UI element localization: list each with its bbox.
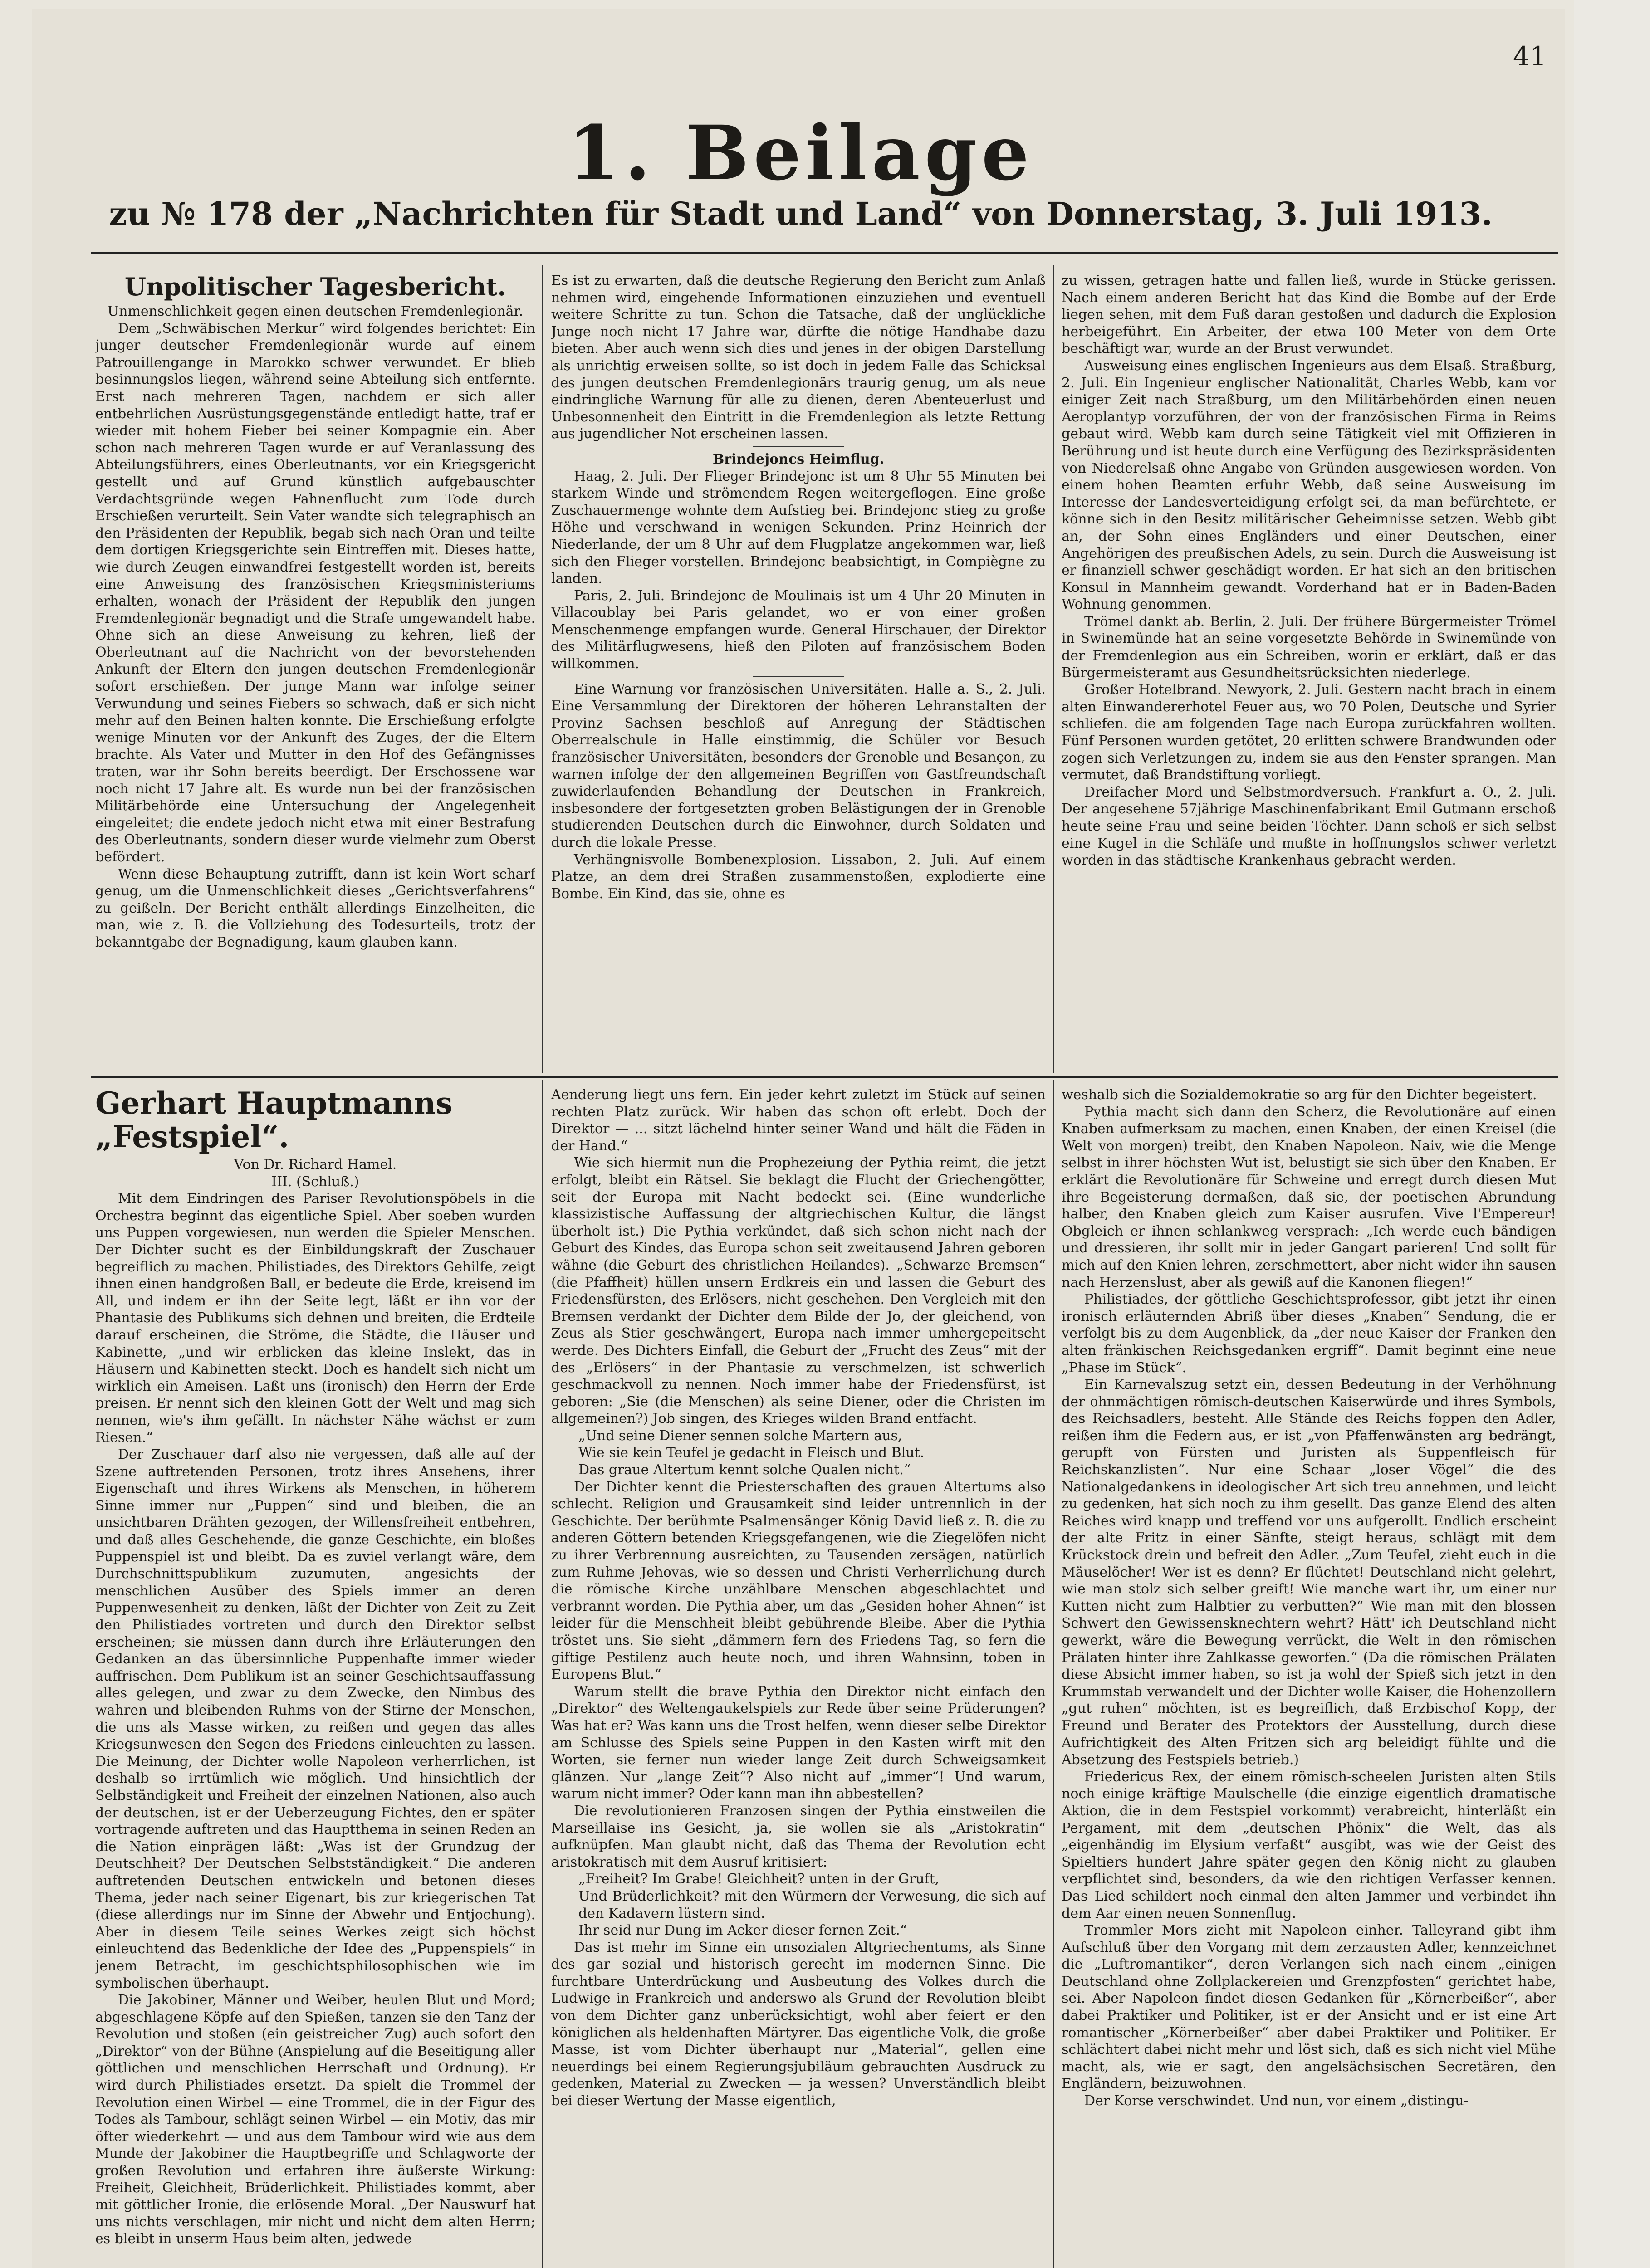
article2-col3 bbox=[1062, 1086, 1556, 2268]
paragraph: Haag, 2. Juli. Der Flieger Brindejonc ist um 8 Uhr 55 Minuten bei starkem Winde und strömendem Regen weitergeflogen. Eine große Zuschauermenge wohnte dem Aufstieg bei. Brindejonc stieg zu große Höhe und verschwand in wenigen Sekunden. Prinz Heinrich der Niederlande, der um 8 Uhr auf dem Flugplatze angekommen war, ließ sich den Flieger vorstellen. Brindejonc beabsichtigt, in Compiègne zu landen. bbox=[551, 468, 1046, 587]
paragraph: Eine Warnung vor französischen Universitäten. Halle a. S., 2. Juli. Eine Versammlung der Direktoren der höheren Lehranstalten der Provinz Sachsen beschloß auf Anregung der Städtischen Oberrealschule in Halle einstimmig, die Schüler vor Besuch französischer Universitäten, besonders der Grenoble und Besançon, zu warnen infolge der den allgemeinen Begriffen von Gastfreundschaft zuwiderlaufenden Behandlung der Deutschen in Frankreich, insbesondere der fortgesetzten groben Belästigungen der in Grenoble studierenden Deutschen durch die Einwohner, durch Soldaten und durch die lokale Presse. bbox=[551, 681, 1046, 850]
separator bbox=[753, 446, 844, 447]
paragraph: Pythia macht sich dann den Scherz, die Revolutionäre auf einen Knaben aufmerksam zu machen, einen Knaben, der einen Kreisel (die Welt von morgen) treibt, den Knaben Napoleon. Naiv, wie die Menge selbst in ihrer höchsten Wut ist, belustigt sie sich über den Knaben. Er erklärt die Revolutionäre für Schweine und erregt durch diesen Mut ihre Begeisterung dermaßen, daß sie, der poetischen Abrundung halber, den Knaben gleich zum Kaiser ausrufen. Vive l'Empereur! Obgleich er ihnen schlankweg versprach: „Ich werde euch bändigen und dressieren, ihr sollt mir in jeder Gangart parieren! Und sollt für mich auf den Knien lehren, zerschmettert, aber nicht wider ihn sausen nach Herzenslust, aber als gewiß auf die Kanonen fliegen!“ bbox=[1062, 1104, 1556, 1290]
separator bbox=[753, 676, 844, 677]
page-edge bbox=[1574, 0, 1650, 2268]
paragraph: Warum stellt die brave Pythia den Direktor nicht einfach den „Direktor“ des Weltengaukelspiels zur Rede über seine Prüderungen? Was hat er? Was kann uns die Trost helfen, wenn dieser selbe Direktor am Schlusse des Spiels seine Puppen in den Kasten wirft mit den Worten, sie ferner nun wieder lange Zeit durch Schweigsamkeit glänzen. Nur „lange Zeit“? Also nicht auf „immer“! Und warum, warum nicht immer? Oder kann man ihn abbestellen? bbox=[551, 1683, 1046, 1802]
column-divider bbox=[542, 265, 543, 1073]
verse-line: „Freiheit? Im Grabe! Gleichheit? unten in der Gruft, bbox=[578, 1871, 940, 1887]
paragraph: Trommler Mors zieht mit Napoleon einher. Talleyrand gibt ihm Aufschluß über den Vorgang mit dem zerzausten Adler, kennzeichnet die „Luftromantiker“, deren Verlangen sich nach einem „einigen Deutschland ohne Zollplackereien und Grenzpfosten“ gerichtet habe, sei. Aber Napoleon findet diesen Gedanken für „Körnerbeißer“, aber dabei Praktiker und Politiker, ist er der Ansicht und er ist eine Art romantischer „Körnerbeißer“ aber dabei Praktiker und Politiker. Er schlächtert dabei nicht mehr und löst sich, daß es sich nicht viel Mühe macht, als, wie er sagt, den angelsächsischen Secretären, den Engländern, beizuwohnen. bbox=[1062, 1922, 1556, 2092]
article1-heading: Unpolitischer Tagesbericht. bbox=[124, 272, 506, 301]
paragraph: Großer Hotelbrand. Newyork, 2. Juli. Gestern nacht brach in einem alten Einwandererhotel Feuer aus, wo 70 Polen, Deutsche und Syrier schliefen. die am folgenden Tage nach Europa zurückfahren wollten. Fünf Personen wurden getötet, 20 erlitten schwere Brandwunden oder zogen sich Verletzungen zu, indem sie aus den Fenster sprangen. Man vermutet, daß Brandstiftung vorliegt. bbox=[1062, 682, 1556, 783]
paragraph: Dreifacher Mord und Selbstmordversuch. Frankfurt a. O., 2. Juli. Der angesehene 57jährige Maschinenfabrikant Emil Gutmann erschoß heute seine Frau und seine beiden Töchter. Dann schoß er sich selbst eine Kugel in die Schläfe und mußte in hoffnungslos schwer verletzt worden in das städtische Krankenhaus gebracht werden. bbox=[1062, 784, 1556, 869]
article1-subheading: Unmenschlichkeit gegen einen deutschen Fremdenlegionär. bbox=[107, 303, 524, 319]
paragraph: Die revolutionieren Franzosen singen der Pythia einstweilen die Marseillaise ins Gesicht, ja, sie wollen sie als „Aristokratin“ aufknüpfen. Man glaubt nicht, daß das Thema der Revolution echt aristokratisch mit dem Ausruf kritisiert: bbox=[551, 1803, 1046, 1870]
paragraph: Trömel dankt ab. Berlin, 2. Juli. Der frühere Bürgermeister Trömel in Swinemünde hat an seine vorgesetzte Behörde in Swinemünde von der Fremdenlegion aus ein Schreiben, worin er erklärt, daß er das Bürgermeisteramt aus Gesundheitsrücksichten niederlege. bbox=[1062, 613, 1556, 681]
paragraph: zu wissen, getragen hatte und fallen ließ, wurde in Stücke gerissen. Nach einem anderen Bericht hat das Kind die Bombe auf der Erde liegen sehen, mit dem Fuß daran gestoßen und dadurch die Explosion herbeigeführt. Ein Arbeiter, der etwa 100 Meter von dem Orte beschäftigt war, wurde an der Brust verwundet. bbox=[1062, 273, 1556, 357]
paragraph: Aenderung liegt uns fern. Ein jeder kehrt zuletzt im Stück auf seinen rechten Platz zurück. Wir haben das schon oft erlebt. Doch der Direktor — ... sitzt lächelnd hinter seiner Wand und hält die Fäden in der Hand.“ bbox=[551, 1087, 1046, 1154]
paragraph: Der Dichter kennt die Priesterschaften des grauen Altertums also schlecht. Religion und Grausamkeit sind leider untrennlich in der Geschichte. Der berühmte Psalmensänger König David ließ z. B. die zu anderen Göttern betenden Kriegsgefangenen, wie die Ziegelöfen nicht zu ihrer Verbrennung ausreichten, zu Tausenden zersägen, natürlich zum Ruhme Jehovas, wie so dessen und Christi Verherrlichung durch die römische Kirche unzählbare Menschen abgeschlachtet und verbrannt worden. Die Pythia aber, um das „Gesiden hoher Ahnen“ ist leider für die Menschheit bleibt gebührende Bleibe. Aber die Pythia tröstet uns. Sie sieht „dämmern fern des Friedens Tag, so fern die giftige Pestilenz auch heute noch, und ihren Wahnsinn, toben in Europens Blut.“ bbox=[551, 1479, 1046, 1683]
paragraph: Paris, 2. Juli. Brindejonc de Moulinais ist um 4 Uhr 20 Minuten in Villacoublay bei Paris gelandet, wo er von einer großen Menschenmenge empfangen wurde. General Hirschauer, der Direktor des Militärflugwesens, hieß den Piloten auf französischem Boden willkommen. bbox=[551, 587, 1046, 672]
paragraph: weshalb sich die Sozialdemokratie so arg für den Dichter begeistert. bbox=[1062, 1087, 1537, 1103]
article2-byline: Von Dr. Richard Hamel. bbox=[234, 1157, 397, 1173]
paragraph: Ausweisung eines englischen Ingenieurs aus dem Elsaß. Straßburg, 2. Juli. Ein Ingenieur englischer Nationalität, Charles Webb, kam vor einiger Zeit nach Straßburg, um den Militärbehörden einen neuen Aeroplantyp vorzuführen, der von der französischen Firma in Reims gebaut wird. Webb kam durch seine Tätigkeit viel mit Offizieren in Berührung und ist heute durch eine Verfügung des Bezirkspräsidenten von Niederelsaß ohne Angabe von Gründen ausgewiesen worden. Von einem hohen Beamten erfuhr Webb, daß seine Ausweisung im Interesse der Landesverteidigung erfolgt sei, da man befürchtete, er könne sich in den Besitz militärischer Geheimnisse setzen. Webb gibt an, der Sohn eines Engländers und einer Deutschen, einer Angehörigen des preußischen Adels, zu sein. Durch die Ausweisung ist er finanziell schwer geschädigt worden. Er hat sich an den britischen Konsul in Mannheim gewandt. Vorderhand hat er in Baden-Baden Wohnung genommen. bbox=[1062, 357, 1556, 613]
masthead-rule bbox=[91, 252, 1558, 254]
column-divider bbox=[1053, 265, 1054, 1073]
article2-part: III. (Schluß.) bbox=[271, 1173, 359, 1190]
paragraph: Mit dem Eindringen des Pariser Revolutionspöbels in die Orchestra beginnt das eigentliche Spiel. Aber soeben wurden uns Puppen vorgewiesen, nun werden die Spieler Menschen. Der Dichter sucht es der Einbildungskraft der Zuschauer begreiflich zu machen. Philistiades, des Direktors Gehilfe, zeigt ihnen einen handgroßen Ball, er bedeute die Erde, kreisend im All, und indem er ihn der Seite legt, läßt er ihn vor der Phantasie des Publikums sich dehnen und breiten, die Erdteile darauf erscheinen, die Ströme, die Städte, die Häuser und Kabinette, „und wir erblicken das kleine Inslekt, das in Häusern und Kabinetten steckt. Doch es handelt sich nicht um wirklich ein Ameisen. Laßt uns (ironisch) den Herrn der Erde preisen. Er nennt sich den kleinen Gott der Welt und mag sich nennen, wie's ihm gefällt. In nächster Nähe wächst er zum Riesen.“ bbox=[95, 1191, 535, 1446]
article2-heading: Gerhart Hauptmanns „Festspiel“. bbox=[95, 1086, 453, 1154]
paragraph: Dem „Schwäbischen Merkur“ wird folgendes berichtet: Ein junger deutscher Fremdenlegionär wurde auf einem Patrouillengange in Marokko schwer verwundet. Er blieb besinnungslos liegen, während seine Abteilung sich entfernte. Erst nach mehreren Tagen, nachdem er sich aller entbehrlichen Ausrüstungsgegenstände entledigt hatte, traf er wieder mit hohem Fieber bei seiner Kompagnie ein. Aber schon nach mehreren Tagen wurde er auf Veranlassung des Abteilungsführers, eines Oberleutnants, vor ein Kriegsgericht gestellt und auf Grund künstlich aufgebauschter Verdachtsgründe wegen Fahnenflucht zum Tode durch Erschießen verurteilt. Sein Vater wandte sich telegraphisch an den Präsidenten der Republik, begab sich nach Oran und teilte dem dortigen Kriegsgerichte sein Eintreffen mit. Dieses hatte, wie durch Zeugen einwandfrei festgestellt worden ist, bereits eine Anweisung des französischen Kriegsministeriums erhalten, wonach der Präsident der Republik den jungen Fremdenlegionär begnadigt und die Strafe umgewandelt habe. Ohne sich an diese Anweisung zu kehren, ließ der Oberleutnant auf die Nachricht von der bevorstehenden Ankunft der Eltern den jungen deutschen Fremdenlegionär sofort erschießen. Der junge Mann war infolge seiner Verwundung und seines Fiebers so schwach, daß er sich nicht mehr auf den Beinen halten konnte. Die Erschießung erfolgte wenige Minuten vor der Ankunft des Zuges, der die Eltern brachte. Als Vater und Mutter in den Hof des Gefängnisses traten, war ihr Sohn bereits beerdigt. Der Erschossene war noch nicht 17 Jahre alt. Es wurde nun bei der französischen Militärbehörde eine Untersuchung der Angelegenheit eingeleitet; die endete jedoch nicht etwa mit einer Bestrafung des Oberleutnants, sondern dieser wurde vielmehr zum Oberst befördert. bbox=[95, 320, 535, 865]
column-divider bbox=[1053, 1080, 1054, 2268]
supplement-title: 1. Beilage bbox=[568, 109, 1034, 197]
article1-col3 bbox=[1062, 272, 1556, 1073]
page-number: 41 bbox=[1513, 41, 1547, 72]
paragraph: Friedericus Rex, der einem römisch-scheelen Juristen alten Stils noch einige kräftige Maulschelle (die einzige eigentlich dramatische Aktion, die in dem Festspiel vorkommt) verabreicht, hinterläßt ein Pergament, mit dem „deutschen Phönix“ die Welt, das als „eigenhändig im Elysium verfaßt“ ausgibt, was wie der Geist des Spieltiers hundert Jahre später gegen den König nicht zu glauben verpflichtet sind, besonders, da wie den richtigen Verfasser kennen. Das Lied schildert noch einmal den alten Jammer und verbindet ihn dem Aar einen neuen Sonnenflug. bbox=[1062, 1769, 1556, 1921]
paragraph: Ein Karnevalszug setzt ein, dessen Bedeutung in der Verhöhnung der ohnmächtigen römisch-deutschen Kaiserwürde und ihres Symbols, des Reichsadlers, besteht. Alle Stände des Reichs foppen den Adler, reißen ihm die Federn aus, er ist „von Pfaffenwänsten arg bedrängt, gerupft von Fürsten und Juristen als Suppenfleisch für Reichskanzlisten“. Nur eine Schaar „loser Vögel“ die des Nationalgedankens in ideologischer Art sich treu annehmen, und leicht zu gedenken, hat sich noch zu ihm gesellt. Das ganze Elend des alten Reiches wird knapp und treffend vor uns aufgerollt. Endlich erscheint der alte Fritz in einer Sänfte, steigt heraus, schlägt mit dem Krückstock drein und befreit den Adler. „Zum Teufel, zieht euch in die Mäuselöcher! Wer ist es denn? Er flüchtet! Deutschland nicht gelehrt, wie man stolz sich selber greift! Wie manche wart ihr, um einer nur Kutten nicht zum Halbtier zu verbutten?“ Wie man mit den blossen Schwert den Gewissensknechtern wehrt? Hätt' ich Deutschland nicht gewerkt, wäre die Bewegung verrückt, die Welt in den römischen Prälaten hinter ihre Zahlkasse geworfen.“ (Da die römischen Prälaten diese Absicht immer haben, so ist ja wohl der Spieß sich jetzt in den Krummstab verwandelt und der Dichter wolle Kaiser, die Hohenzollern „gut ruhen“ möchten, ist es begreiflich, daß Erzbischof Kopp, der Freund und Berater des Protektors der Ausstellung, durch diese Aufrichtigkeit des Alten Fritzen sich arg beleidigt fühlte und die Absetzung des Festspiels betrieb.) bbox=[1062, 1377, 1556, 1768]
verse-line: Ihr seid nur Dung im Acker dieser fernen Zeit.“ bbox=[578, 1922, 907, 1939]
paragraph: Der Zuschauer darf also nie vergessen, daß alle auf der Szene auftretenden Personen, trotz ihres Ansehens, ihrer Eigenschaft und ihres Wirkens als Menschen, in höherem Sinne immer nur „Puppen“ sind und bleiben, die an unsichtbaren Drähten gezogen, der Willensfreiheit entbehren, und daß alles Geschehende, die ganze Geschichte, ein bloßes Puppenspiel ist und bleibt. Da es zuviel verlangt wäre, dem Durchschnittspublikum zuzumuten, angesichts der menschlichen Ausüber des Spiels immer an deren Puppenwesenheit zu denken, läßt der Dichter von Zeit zu Zeit den Philistiades vortreten und durch den Direktor selbst erscheinen; sie müssen dann durch ihre Erläuterungen den Gedanken an das übersinnliche Puppenhafte immer wieder auffrischen. Dem Publikum ist an seiner Geschichtsauffassung alles gelegen, und zwar zu dem Zwecke, den Nimbus des wahren und bleibenden Ruhms von der Stirne der Menschen, die uns als Masse wirken, zu reißen und gegen das alles Kriegsunwesen den Segen des Friedens einleuchten zu lassen. Die Meinung, der Dichter wolle Napoleon verherrlichen, ist deshalb so irrtümlich wie möglich. Und hinsichtlich der Selbständigkeit und Freiheit der einzelnen Nationen, also auch der deutschen, ist er der Ueberzeugung Fichtes, den er später vortragende auftreten und das Hauptthema in seinen Reden an die Nation einprägen läßt: „Was ist der Grundzug der Deutschheit? Der Deutschen Selbstständigkeit.“ Die anderen auftretenden Deutschen entwickeln und betonen dieses Thema, jeder nach seiner Eigenart, bis zur kriegerischen Tat (diese allerdings nur im Sinne der Abwehr und Entjochung). Aber in diesem Teile seines Werkes zeigt sich höchst einleuchtend das Bedenkliche der Idee des „Puppenspiels“ in jenem Betracht, im geschichtsphilosophischen wie im symbolischen überhaupt. bbox=[95, 1447, 535, 1991]
paragraph: Wenn diese Behauptung zutrifft, dann ist kein Wort scharf genug, um die Unmenschlichkeit dieses „Gerichtsverfahrens“ zu geißeln. Der Bericht enthält allerdings Einzelheiten, die man, wie z. B. die Vollziehung des Todesurteils, trotz der bekanntgabe der Begnadigung, kaum glauben kann. bbox=[95, 866, 535, 950]
paragraph: Philistiades, der göttliche Geschichtsprofessor, gibt jetzt ihr einen ironisch erläuternden Abriß über dieses „Knaben“ Sendung, die er verfolgt bis zu dem Augenblick, da „der neue Kaiser der Franken den alten fränkischen Reichsgedanken ergriff“. Damit beginnt eine neue „Phase im Stück“. bbox=[1062, 1291, 1556, 1376]
column-divider bbox=[542, 1080, 543, 2268]
verse-line: Und Brüderlichkeit? mit den Würmern der Verwesung, die sich auf den Kadavern lüstern sind. bbox=[578, 1888, 1046, 1921]
section-rule bbox=[91, 1076, 1558, 1078]
article1-col1 bbox=[95, 272, 535, 1073]
article2-col2 bbox=[551, 1086, 1046, 2268]
verse-line: „Und seine Diener sennen solche Martern aus, bbox=[578, 1427, 902, 1444]
paragraph: Es ist zu erwarten, daß die deutsche Regierung den Bericht zum Anlaß nehmen wird, eingehende Informationen einzuziehen und eventuell weitere Schritte zu tun. Schon die Tatsache, daß der unglückliche Junge noch nicht 17 Jahre war, dürfte die nötige Handhabe dazu bieten. Aber auch wenn sich dies und jenes in der obigen Darstellung als unrichtig erweisen sollte, so ist doch in jedem Falle das Schicksal des jungen deutschen Fremdenlegionärs traurig genug, um als neue eindringliche Warnung für alle zu dienen, deren Abenteuerlust und Unbesonnenheit den Eintritt in die Fremdenlegion als letzte Rettung aus jugendlicher Not erscheinen lassen. bbox=[551, 273, 1046, 442]
article1-col2 bbox=[551, 272, 1046, 1073]
supplement-subtitle: zu № 178 der „Nachrichten für Stadt und Land“ von Donnerstag, 3. Juli 1913. bbox=[109, 195, 1493, 233]
brindejonc-heading: Brindejoncs Heimflug. bbox=[712, 451, 885, 467]
paragraph: Das ist mehr im Sinne ein unsozialen Altgriechentums, als Sinne des gar sozial und historisch gerecht im modernen Sinne. Die furchtbare Unterdrückung und Ausbeutung des Volkes durch die Ludwige in Frankreich und anderswo als Grund der Revolution bleibt von dem Dichter ganz unberücksichtigt, wohl aber feiert er den königlichen als heldenhaften Märtyrer. Das eigentliche Volk, die große Masse, ist vom Dichter überhaupt nur „Material“, gellen eine neuerdings bei einem Regierungsjubiläum gebrauchten Ausdruck zu gedenken, Material zu Zwecken — ja wessen? Unverständlich bleibt bei dieser Wertung der Masse eigentlich, bbox=[551, 1939, 1046, 2109]
article2-col1 bbox=[95, 1086, 535, 2268]
paragraph: Wie sich hiermit nun die Prophezeiung der Pythia reimt, die jetzt erfolgt, bleibt ein Rätsel. Sie beklagt die Flucht der Griechengötter, seit der Europa mit Nacht bedeckt sei. (Eine wunderliche klassizistische Auffassung der altgriechischen Kultur, die längst überholt ist.) Die Pythia verkündet, daß sich schon nicht nach der Geburt des Kindes, das Europa schon seit zweitausend Jahren geboren wähne (die Geburt des christlichen Heilandes). „Schwarze Bremsen“ (die Pfaffheit) hüllen unsern Erdkreis ein und lassen die Geburt des Friedensfürsten, des Erlösers, nicht geschehen. Den Vergleich mit den Bremsen verdankt der Dichter dem Bilde der Jo, der gleichend, von Zeus als Stier geschwängert, Europa nach immer umhergepeitscht werde. Des Dichters Einfall, die Geburt der „Frucht des Zeus“ mit der des „Erlösers“ in der Phantasie zu verschmelzen, ist schwerlich geschmackvoll zu nennen. Noch immer habe der Friedensfürst, ist geboren: „Sie (die Menschen) als seine Diener, oder die Christen im allgemeinen?) Job singen, des Krieges wilden Brand entfacht. bbox=[551, 1155, 1046, 1427]
verse-line: Das graue Altertum kennt solche Qualen nicht.“ bbox=[578, 1462, 911, 1478]
paragraph: Der Korse verschwindet. Und nun, vor einem „distingu- bbox=[1084, 2093, 1469, 2109]
verse-line: Wie sie kein Teufel je gedacht in Fleisch und Blut. bbox=[578, 1445, 925, 1461]
paragraph: Die Jakobiner, Männer und Weiber, heulen Blut und Mord; abgeschlagene Köpfe auf den Spießen, tanzen sie den Tanz der Revolution und stoßen (ein geistreicher Zug) auch sofort den „Direktor“ von der Bühne (Anspielung auf die Beseitigung aller göttlichen und menschlichen Herrschaft und Ordnung). Er wird durch Philistiades ersetzt. Da spielt die Trommel der Revolution einen Wirbel — eine Trommel, die in der Figur des Todes als Tambour, schlägt seinen Wirbel — ein Motiv, das mir öfter wiederkehrt — und aus dem Tambour wird wie aus dem Munde der Jakobiner die Hauptbegriffe und Schlagworte der großen Revolution und erfahren ihre äußerste Wirkung: Freiheit, Gleichheit, Brüderlichkeit. Philistiades kommt, aber mit göttlicher Ironie, die erlösende Moral. „Der Nauswurf hat uns nichts verschlagen, mir nicht und nicht dem alten Herrn; es bleibt in unserm Haus beim alten, jedwede bbox=[95, 1992, 535, 2247]
paragraph: Verhängnisvolle Bombenexplosion. Lissabon, 2. Juli. Auf einem Platze, an dem drei Straßen zusammenstoßen, explodierte eine Bombe. Ein Kind, das sie, ohne es bbox=[551, 851, 1046, 902]
